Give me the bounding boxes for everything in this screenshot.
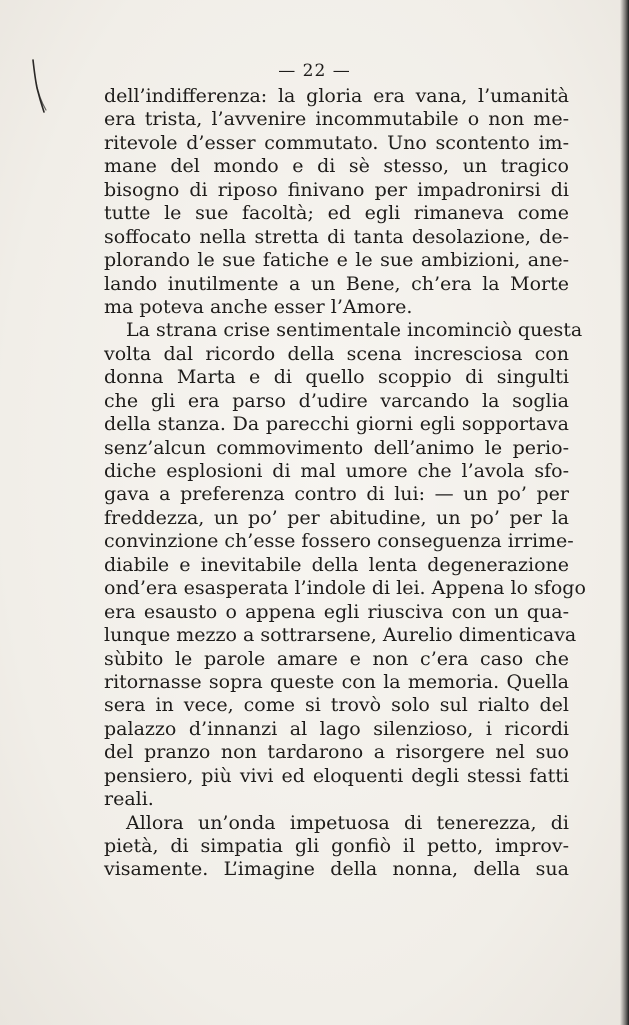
text-line: era trista, l’avvenire incommutabile o non me- — [104, 108, 569, 131]
text-line: che gli era parso d’udire varcando la soglia — [104, 389, 569, 412]
text-line: palazzo d’innanzi al lago silenzioso, i ricordi — [104, 717, 569, 740]
text-line: convinzione ch’esse fossero conseguenza irrime- — [104, 530, 574, 553]
text-line: ond’era esasperata l’indole di lei. Appena lo sfogo — [104, 577, 586, 600]
text-line: soffocato nella stretta di tanta desolazione, de- — [104, 225, 569, 248]
text-line: ritevole d’esser commutato. Uno scontento im- — [104, 131, 569, 154]
text-line: Allora un’onda impetuosa di tenerezza, di — [126, 811, 569, 834]
page-number: — 22 — — [278, 61, 351, 81]
text-line: mane del mondo e di sè stesso, un tragico — [104, 155, 569, 178]
body-text — [104, 85, 586, 882]
text-line: gava a preferenza contro di lui: — un po’ per — [104, 483, 569, 506]
text-line: senz’alcun commovimento dell’animo le perio- — [104, 436, 569, 459]
text-line: pensiero, più vivi ed eloquenti degli stessi fatti — [104, 764, 569, 787]
text-line: del pranzo non tardarono a risorgere nel suo — [104, 741, 569, 764]
text-line: visamente. L’imagine della nonna, della sua — [104, 858, 569, 881]
text-line: diabile e inevitabile della lenta degenerazione — [104, 553, 569, 576]
text-line: ma poteva anche esser l’Amore. — [104, 295, 413, 318]
text-line: reali. — [104, 788, 154, 811]
text-line: ritornasse sopra queste con la memoria. Quella — [104, 670, 569, 693]
text-line: bisogno di riposo finivano per impadronirsi di — [104, 178, 569, 201]
text-line: era esausto o appena egli riusciva con un qua- — [104, 600, 569, 623]
text-line: della stanza. Da parecchi giorni egli sopportava — [104, 413, 569, 436]
text-line: lunque mezzo a sottrarsene, Aurelio dimenticava — [104, 624, 577, 647]
text-line: lando inutilmente a un Bene, ch’era la Morte — [104, 272, 569, 295]
text-line: sùbito le parole amare e non c’era caso che — [104, 647, 569, 670]
text-line: diche esplosioni di mal umore che l’avola sfo- — [104, 460, 569, 482]
text-line: sera in vece, come si trovò solo sul rialto del — [104, 694, 569, 717]
text-line: pietà, di simpatia gli gonfiò il petto, improv- — [104, 835, 569, 857]
page-edge-shadow — [620, 0, 629, 1025]
text-line: volta dal ricordo della scena incresciosa con — [104, 342, 569, 365]
text-line: plorando le sue fatiche e le sue ambizioni, ane- — [104, 249, 569, 272]
text-line: donna Marta e di quello scoppio di singulti — [104, 366, 569, 389]
text-line: tutte le sue facoltà; ed egli rimaneva come — [104, 202, 569, 225]
text-line: freddezza, un po’ per abitudine, un po’ per la — [104, 506, 569, 529]
text-line: dell’indifferenza: la gloria era vana, l’umanità — [104, 85, 569, 107]
text-line: La strana crise sentimentale incominciò questa — [126, 319, 583, 342]
